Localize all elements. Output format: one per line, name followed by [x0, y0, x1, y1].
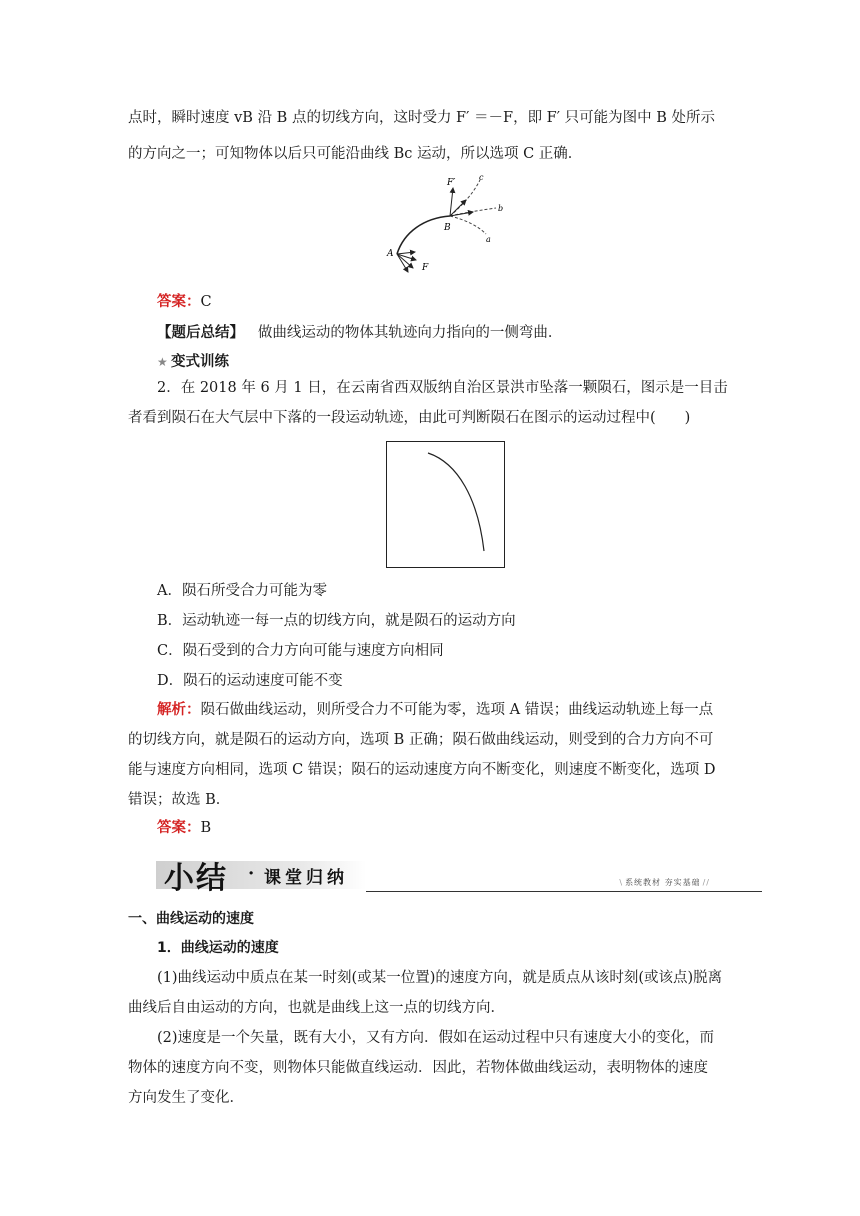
question-line: 2．在 2018 年 6 月 1 日，在云南省西双版纳自治区景洪市坠落一颗陨石，图示是一目击: [157, 380, 728, 396]
option-d: D．陨石的运动速度可能不变: [157, 673, 343, 689]
analysis-line: 的切线方向，就是陨石的运动方向，选项 B 正确；陨石做曲线运动，则受到的合力方向不可: [128, 732, 714, 748]
paragraph-line: (2)速度是一个矢量，既有大小，又有方向．假如在运动过程中只有速度大小的变化，而: [157, 1030, 715, 1046]
analysis-line: 错误；故选 B．: [128, 792, 231, 808]
analysis-line: 能与速度方向相同，选项 C 错误；陨石的运动速度方向不断变化，则速度不断变化，选项 D: [128, 762, 716, 778]
subsection-heading: 1．曲线运动的速度: [157, 940, 279, 956]
force-arrow-a: [397, 252, 415, 254]
section-banner: [156, 853, 762, 895]
figure-frame: [387, 442, 505, 568]
force-curve-figure: [380, 170, 530, 280]
star-icon: ★: [157, 355, 168, 369]
label-a-point: A: [387, 249, 394, 259]
force-arrow-b: [450, 188, 453, 216]
analysis-label: 解析：: [157, 702, 201, 718]
paragraph-line: 点时，瞬时速度 vB 沿 B 点的切线方向，这时受力 F′ ＝－F，即 F′ 只可能为图中 B 处所示: [128, 110, 716, 126]
paragraph-line: 曲线后自由运动的方向，也就是曲线上这一点的切线方向．: [128, 1000, 505, 1016]
practice-heading: [157, 352, 229, 372]
banner-title: 小结: [164, 861, 228, 896]
option-b: B．运动轨迹一每一点的切线方向，就是陨石的运动方向: [157, 613, 516, 629]
paragraph-line: (1)曲线运动中质点在某一时刻(或某一位置)的速度方向，就是质点从该时刻(或该点)脱离: [157, 970, 723, 986]
paragraph-line: 的方向之一；可知物体以后只可能沿曲线 Bc 运动，所以选项 C 正确．: [128, 146, 583, 162]
paragraph-line: 物体的速度方向不变，则物体只能做直线运动．因此，若物体做曲线运动，表明物体的速度: [128, 1060, 708, 1076]
answer-line: [157, 818, 211, 838]
dashed-path-a: [450, 216, 486, 234]
banner-dot: ·: [248, 863, 255, 884]
banner-subtitle: 课堂归纳: [264, 868, 348, 888]
summary-text: 做曲线运动的物体其轨迹向力指向的一侧弯曲．: [257, 325, 563, 341]
answer-label: 答案：: [157, 820, 201, 836]
answer-label: 答案：: [157, 294, 201, 310]
label-f-prime: F′: [447, 178, 456, 188]
banner-tagline: \ 系统教材 夯实基础 //: [619, 877, 710, 888]
label-b: b: [498, 204, 504, 213]
answer-line: [157, 292, 212, 312]
label-f: F: [422, 263, 429, 273]
section-heading: 一、曲线运动的速度: [128, 911, 254, 927]
banner-divider: [366, 891, 762, 892]
analysis-line: [157, 700, 713, 720]
answer-value: B: [200, 820, 212, 836]
practice-label: 变式训练: [171, 354, 229, 370]
option-a: A．陨石所受合力可能为零: [157, 583, 327, 599]
label-c: c: [479, 173, 484, 182]
label-a: a: [486, 235, 491, 244]
answer-value: C: [200, 294, 212, 310]
trajectory-curve: [397, 216, 450, 254]
option-c: C．陨石受到的合力方向可能与速度方向相同: [157, 643, 444, 659]
question-line: 者看到陨石在大气层中下落的一段运动轨迹，由此可判断陨石在图示的运动过程中( ): [128, 410, 691, 426]
summary-line: [157, 323, 562, 343]
paragraph-line: 方向发生了变化．: [128, 1090, 244, 1106]
summary-label: 【题后总结】: [157, 325, 244, 341]
analysis-text: 陨石做曲线运动，则所受合力不可能为零，选项 A 错误；曲线运动轨迹上每一点: [200, 702, 714, 718]
meteor-trajectory-figure: [386, 441, 506, 569]
label-b-point: B: [444, 223, 451, 233]
meteor-path: [428, 453, 484, 551]
